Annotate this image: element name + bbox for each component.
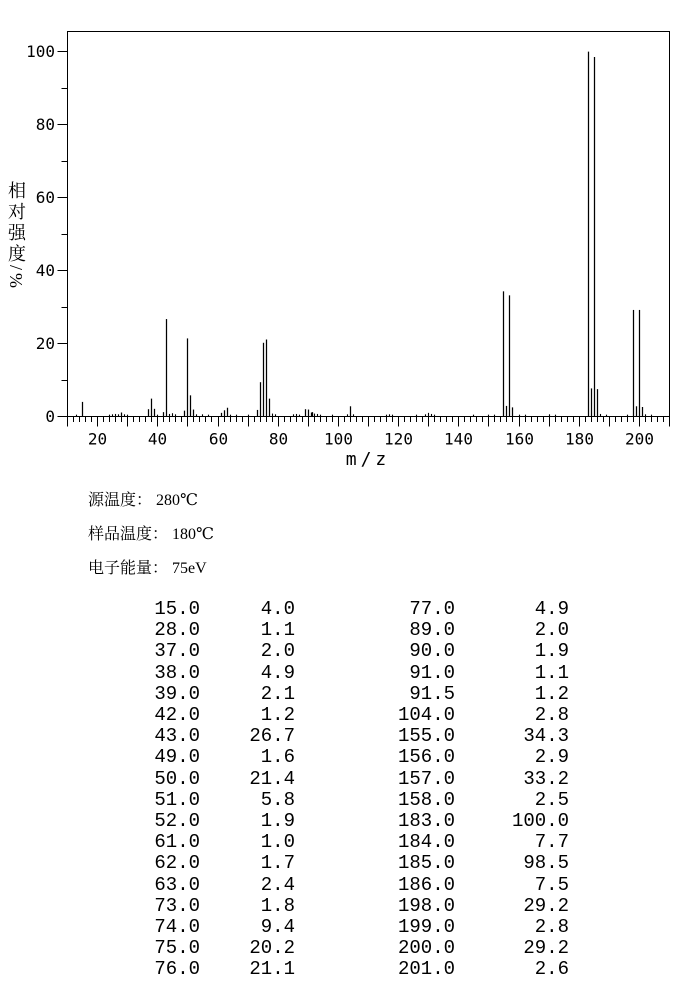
plot-border <box>68 32 670 417</box>
table-cell-intensity-right: 2.6 <box>534 958 569 981</box>
table-cell-intensity-left: 2.4 <box>260 873 295 896</box>
y-tick-label: 100 <box>26 42 55 61</box>
table-cell-intensity-right: 2.5 <box>534 788 569 811</box>
spectrum-svg <box>0 0 696 475</box>
table-cell-intensity-right: 7.7 <box>534 831 569 854</box>
table-cell-intensity-left: 1.6 <box>260 746 295 769</box>
x-axis-title: m/z <box>345 449 391 470</box>
x-tick-label: 180 <box>565 429 594 449</box>
table-cell-intensity-left: 1.9 <box>260 810 295 833</box>
table-cell-mz-left: 62.0 <box>154 852 200 875</box>
table-cell-intensity-left: 2.0 <box>260 640 295 663</box>
table-cell-mz-right: 156.0 <box>397 746 455 769</box>
table-cell-mz-right: 91.5 <box>409 682 455 705</box>
table-cell-intensity-right: 2.9 <box>534 746 569 769</box>
table-cell-intensity-left: 1.7 <box>260 852 295 875</box>
table-cell-intensity-right: 2.8 <box>534 916 569 939</box>
table-cell-intensity-left: 1.0 <box>260 831 295 854</box>
table-cell-intensity-right: 33.2 <box>523 767 569 790</box>
table-cell-mz-left: 75.0 <box>154 937 200 960</box>
y-tick-label: 80 <box>35 115 55 134</box>
table-cell-intensity-left: 5.8 <box>260 788 295 811</box>
y-tick-label: 60 <box>35 188 55 207</box>
x-tick-label: 40 <box>147 429 168 449</box>
table-cell-intensity-right: 1.9 <box>534 640 569 663</box>
table-cell-mz-left: 38.0 <box>154 661 200 684</box>
table-cell-mz-right: 183.0 <box>397 810 455 833</box>
table-cell-mz-right: 185.0 <box>397 852 455 875</box>
y-tick-label: 40 <box>35 261 55 280</box>
source-temperature: 源温度： 280℃ <box>88 492 198 509</box>
table-cell-mz-left: 15.0 <box>154 598 200 620</box>
measurement-conditions <box>88 484 214 586</box>
table-cell-mz-left: 50.0 <box>154 767 200 790</box>
table-cell-mz-right: 201.0 <box>397 958 455 981</box>
table-cell-intensity-right: 2.0 <box>534 619 569 642</box>
table-cell-mz-right: 186.0 <box>397 873 455 896</box>
table-cell-intensity-right: 4.9 <box>534 598 569 620</box>
table-cell-intensity-left: 1.1 <box>260 619 295 642</box>
table-cell-mz-left: 42.0 <box>154 704 200 727</box>
electron-energy: 电子能量： 75eV <box>88 560 207 577</box>
table-cell-mz-left: 51.0 <box>154 788 200 811</box>
table-cell-mz-right: 155.0 <box>397 725 455 748</box>
x-tick-label: 160 <box>505 429 534 449</box>
table-cell-intensity-right: 29.2 <box>523 894 569 917</box>
table-cell-intensity-left: 2.1 <box>260 682 295 705</box>
table-cell-mz-right: 157.0 <box>397 767 455 790</box>
table-cell-mz-left: 61.0 <box>154 831 200 854</box>
x-tick-label: 80 <box>268 429 289 449</box>
table-cell-mz-right: 184.0 <box>397 831 455 854</box>
peak-intensity-table <box>140 599 569 981</box>
table-cell-mz-right: 90.0 <box>409 640 455 663</box>
y-tick-label: 20 <box>35 334 55 353</box>
table-cell-intensity-right: 100.0 <box>511 810 569 833</box>
table-cell-mz-left: 28.0 <box>154 619 200 642</box>
table-cell-intensity-right: 29.2 <box>523 937 569 960</box>
table-cell-mz-right: 200.0 <box>397 937 455 960</box>
table-cell-intensity-right: 7.5 <box>534 873 569 896</box>
table-cell-mz-left: 39.0 <box>154 682 200 705</box>
table-cell-mz-left: 37.0 <box>154 640 200 663</box>
table-cell-intensity-left: 9.4 <box>260 916 295 939</box>
table-cell-intensity-left: 21.1 <box>249 958 295 981</box>
x-tick-label: 60 <box>208 429 229 449</box>
table-cell-intensity-left: 21.4 <box>249 767 295 790</box>
table-cell-intensity-left: 26.7 <box>249 725 295 748</box>
table-cell-intensity-left: 4.0 <box>260 598 295 620</box>
table-cell-intensity-left: 20.2 <box>249 937 295 960</box>
table-cell-mz-right: 91.0 <box>409 661 455 684</box>
x-tick-label: 120 <box>384 429 413 449</box>
y-axis-title: 相对强度/% <box>6 181 26 291</box>
x-tick-label: 140 <box>444 429 473 449</box>
table-cell-mz-right: 104.0 <box>397 704 455 727</box>
table-cell-mz-left: 49.0 <box>154 746 200 769</box>
table-cell-mz-right: 198.0 <box>397 894 455 917</box>
y-tick-label: 0 <box>45 407 55 426</box>
table-cell-intensity-right: 2.8 <box>534 704 569 727</box>
table-cell-intensity-left: 4.9 <box>260 661 295 684</box>
table-cell-mz-right: 77.0 <box>409 598 455 620</box>
x-tick-label: 100 <box>324 429 353 449</box>
table-cell-mz-left: 76.0 <box>154 958 200 981</box>
table-cell-intensity-right: 34.3 <box>523 725 569 748</box>
x-tick-label: 200 <box>625 429 654 449</box>
table-cell-mz-left: 52.0 <box>154 810 200 833</box>
table-cell-mz-left: 73.0 <box>154 894 200 917</box>
x-tick-label: 20 <box>87 429 108 449</box>
table-cell-intensity-right: 1.2 <box>534 682 569 705</box>
table-cell-intensity-left: 1.8 <box>260 894 295 917</box>
table-cell-mz-right: 158.0 <box>397 788 455 811</box>
table-cell-mz-left: 74.0 <box>154 916 200 939</box>
table-cell-intensity-right: 1.1 <box>534 661 569 684</box>
table-cell-intensity-left: 1.2 <box>260 704 295 727</box>
table-cell-intensity-right: 98.5 <box>523 852 569 875</box>
table-cell-mz-left: 63.0 <box>154 873 200 896</box>
table-cell-mz-right: 199.0 <box>397 916 455 939</box>
table-cell-mz-right: 89.0 <box>409 619 455 642</box>
table-cell-mz-left: 43.0 <box>154 725 200 748</box>
sample-temperature: 样品温度： 180℃ <box>88 526 214 543</box>
mass-spectrum-chart <box>0 0 696 475</box>
